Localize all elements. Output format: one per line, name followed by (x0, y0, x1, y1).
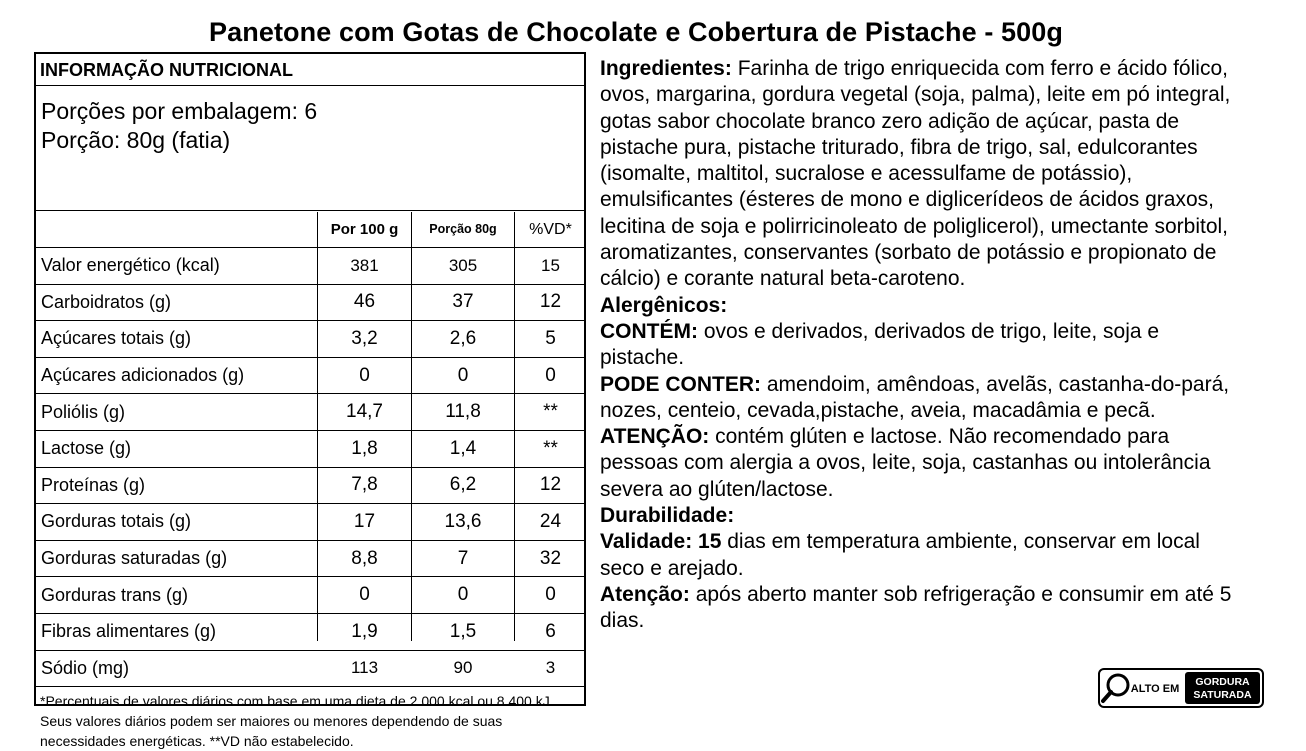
table-row (36, 248, 586, 285)
nutrient-label: Fibras alimentares (g) (41, 621, 217, 642)
column-header-portion: Porção 80g (429, 222, 497, 236)
value-portion: 90 (453, 658, 473, 678)
nutrition-footnote: *Percentuais de valores diários com base em uma dieta de 2.000 kcal ou 8.400 kJ. Seus valores diários podem ser maiores ou menores dependendo de suas necessidades energéticas. **VD não estabelecido. (40, 693, 554, 749)
attention-paragraph (600, 424, 1240, 503)
nutrition-rows (36, 248, 586, 687)
high-saturated-fat-seal (1098, 668, 1264, 708)
nutrition-facts-table (34, 52, 586, 749)
seal-left-text: ALTO EM (1130, 683, 1180, 695)
seal-right-line1: GORDURA (1195, 676, 1250, 688)
value-vd: 24 (539, 510, 562, 532)
attention-label: ATENÇÃO: (600, 425, 710, 449)
may-contain-label: PODE CONTER: (600, 372, 762, 396)
value-portion: 11,8 (445, 401, 481, 423)
value-per100: 1,8 (351, 437, 378, 459)
value-portion: 13,6 (444, 510, 482, 532)
table-row (36, 394, 586, 431)
nutrient-label: Açúcares adicionados (g) (41, 365, 245, 386)
value-per100: 14,7 (346, 401, 383, 423)
value-vd: ** (543, 401, 558, 423)
validity-label: Validade: 15 (600, 530, 722, 554)
value-portion: 1,5 (449, 620, 477, 642)
ingredients-label: Ingredientes: (600, 57, 732, 80)
table-row (36, 431, 586, 468)
value-per100: 17 (353, 510, 376, 532)
table-row (36, 321, 586, 358)
care-label: Atenção: (600, 582, 690, 606)
durability-heading-line (600, 503, 1240, 529)
value-vd: 0 (545, 364, 556, 386)
serving-size: Porção: 80g (fatia) (41, 127, 231, 153)
nutrient-label: Proteínas (g) (41, 474, 146, 495)
column-header-per100: Por 100 g (330, 221, 399, 238)
column-header-vd: %VD* (529, 221, 572, 238)
value-portion: 0 (457, 364, 469, 386)
table-row (36, 577, 586, 614)
value-portion: 7 (457, 547, 469, 569)
value-vd: 12 (539, 474, 562, 496)
table-row (36, 504, 586, 541)
may-contain-paragraph (600, 372, 1240, 425)
value-vd: 0 (545, 584, 556, 606)
validity-text: dias em temperatura ambiente, conservar em local seco e arejado. (600, 530, 1200, 580)
nutrient-label: Açúcares totais (g) (41, 328, 192, 349)
contains-text: ovos e derivados, derivados de trigo, leite, soja e pistache. (600, 319, 1160, 370)
seal-right-line2: SATURADA (1193, 689, 1252, 701)
table-row (36, 358, 586, 395)
servings-per-package: Porções por embalagem: 6 (41, 98, 318, 124)
value-per100: 1,9 (351, 620, 378, 642)
value-vd: 12 (539, 291, 562, 313)
value-per100: 3,2 (351, 327, 378, 349)
nutrient-label: Gorduras totais (g) (41, 511, 192, 532)
value-per100: 7,8 (351, 474, 378, 496)
table-row (36, 651, 586, 688)
value-per100: 113 (350, 658, 379, 678)
value-vd: 5 (545, 327, 556, 349)
nutrient-label: Carboidratos (g) (41, 291, 172, 312)
allergens-label: Alergênicos: (600, 293, 728, 317)
nutrition-column-headers (36, 212, 586, 248)
value-per100: 381 (350, 255, 379, 275)
care-text: após aberto manter sob refrigeração e consumir em até 5 dias. (600, 582, 1232, 633)
value-vd: 3 (545, 658, 556, 678)
value-portion: 37 (452, 291, 474, 313)
value-portion: 2,6 (449, 327, 477, 349)
nutrient-label: Valor energético (kcal) (41, 255, 220, 276)
ingredients-paragraph (600, 56, 1240, 293)
value-portion: 305 (448, 255, 478, 275)
nutrient-label: Gorduras trans (g) (41, 584, 189, 605)
serving-info (36, 87, 586, 211)
table-row (36, 468, 586, 505)
product-title: Panetone com Gotas de Chocolate e Cobertura de Pistache - 500g (209, 17, 1063, 47)
table-row (36, 614, 586, 651)
care-paragraph (600, 582, 1240, 635)
attention-text: contém glúten e lactose. Não recomendado para pessoas com alergia a ovos, leite, soja, castanhas ou intolerância severa ao glúten/lactose. (600, 425, 1211, 501)
value-vd: 6 (545, 620, 556, 642)
value-portion: 0 (457, 584, 469, 606)
table-row (36, 541, 586, 578)
value-portion: 1,4 (449, 437, 477, 459)
contains-label: CONTÉM: (600, 319, 698, 343)
value-per100: 0 (359, 584, 370, 606)
value-portion: 6,2 (449, 474, 477, 496)
nutrient-label: Sódio (mg) (41, 657, 130, 678)
contains-paragraph (600, 319, 1240, 372)
value-vd: 15 (541, 255, 560, 275)
may-contain-text: amendoim, amêndoas, avelãs, castanha-do-pará, nozes, centeio, cevada,pistache, aveia, macadâmia e pecã. (600, 372, 1230, 422)
product-info (600, 56, 1240, 635)
nutrient-label: Poliólis (g) (41, 401, 126, 422)
table-row (36, 285, 586, 322)
value-per100: 0 (359, 364, 370, 386)
value-per100: 8,8 (351, 547, 378, 569)
value-vd: ** (543, 437, 558, 459)
nutrient-label: Lactose (g) (41, 438, 132, 459)
nutrition-header: INFORMAÇÃO NUTRICIONAL (36, 54, 586, 86)
allergens-heading-line (600, 293, 1240, 319)
validity-paragraph (600, 529, 1240, 582)
durability-label: Durabilidade: (600, 504, 735, 528)
value-vd: 32 (539, 547, 562, 569)
nutrient-label: Gorduras saturadas (g) (41, 548, 228, 569)
ingredients-text: Farinha de trigo enriquecida com ferro e ácido fólico, ovos, margarina, gordura vegetal (soja, palma), leite em pó integral, gotas sabor chocolate branco zero adição de açúcar, pasta de pistache pura, pistache triturado, fibra de trigo, sal, edulcorantes (isomalte, maltitol, sucralose e acessulfame de potássio), emulsificantes (ésteres de mono e diglicerídeos de ácidos graxos, lecitina de soja e polirricinoleato de poliglicerol), umectante sorbitol, aromatizantes, conservantes (sorbato de potássio e propionato de cálcio) e corante natural beta-caroteno. (600, 57, 1231, 291)
value-per100: 46 (353, 291, 376, 313)
